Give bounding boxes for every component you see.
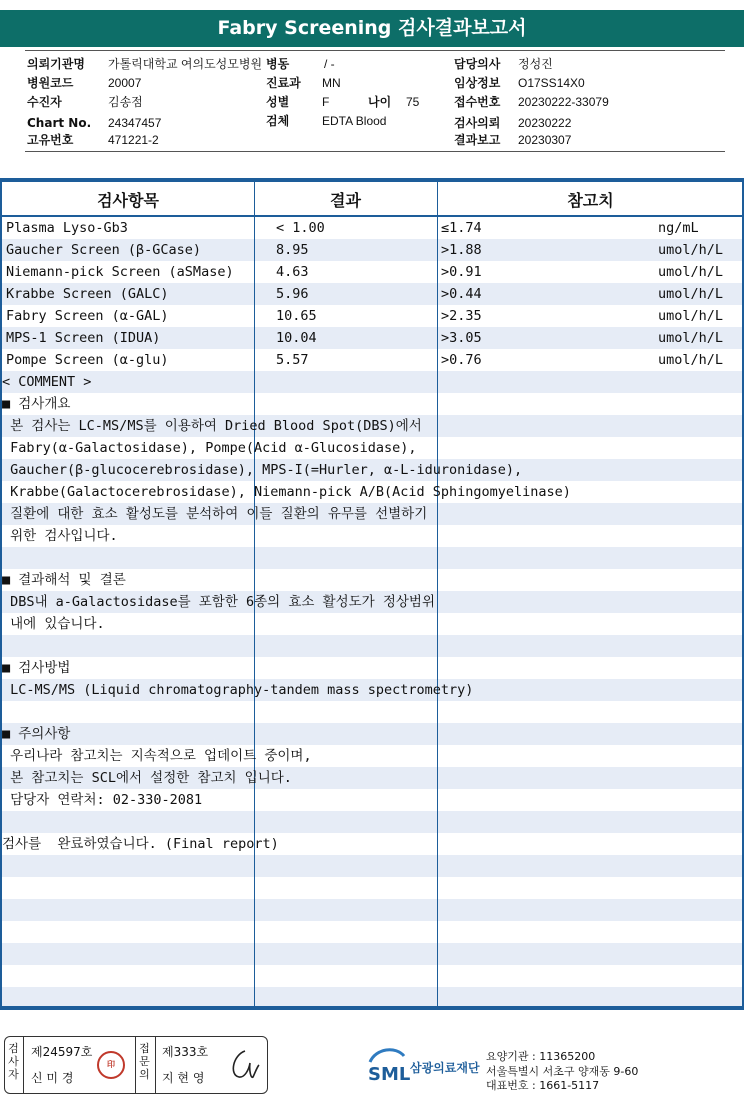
hospital-label: 의뢰기관명	[27, 57, 85, 71]
doctor-value: 정성진	[518, 57, 553, 71]
test-result: 5.57	[276, 352, 309, 368]
row-stripe	[2, 547, 744, 569]
report-label: 결과보고	[454, 133, 501, 147]
test-name: Gaucher Screen (β-GCase)	[6, 242, 202, 258]
row-stripe	[2, 635, 744, 657]
header-reference: 참고치	[567, 191, 614, 210]
reference-range: >0.44	[441, 286, 482, 302]
examiner-seal-icon: 印	[97, 1051, 125, 1079]
row-stripe	[2, 811, 744, 833]
report-footer	[0, 1018, 744, 1104]
table-row	[2, 305, 744, 327]
chart-label: Chart No.	[27, 116, 92, 130]
org-address: 서울특별시 서초구 양재동 9-60	[486, 1065, 639, 1078]
reviewer-name: 지 현 영	[162, 1071, 205, 1085]
comment-line: Gaucher(β-glucocerebrosidase), MPS-I(=Hurler, α-L-iduronidase),	[2, 462, 523, 478]
test-name: Fabry Screen (α-GAL)	[6, 308, 169, 324]
examiner-name: 신 미 경	[31, 1071, 74, 1085]
comment-line: < COMMENT >	[2, 374, 92, 390]
comment-line: Krabbe(Galactocerebrosidase), Niemann-pick A/B(Acid Sphingomyelinase)	[2, 484, 571, 500]
row-stripe	[2, 899, 744, 921]
comment-line: DBS내 a-Galactosidase를 포함한 6종의 효소 활성도가 정상범위	[2, 594, 436, 610]
reference-unit: umol/h/L	[658, 264, 724, 280]
comment-line: ■ 검사개요	[2, 396, 71, 412]
specimen-value: EDTA Blood	[322, 114, 387, 128]
test-name: Krabbe Screen (GALC)	[6, 286, 169, 302]
comment-line: 우리나라 참고치는 지속적으로 업데이트 중이며,	[2, 748, 312, 764]
reference-range: ≤1.74	[441, 220, 482, 236]
test-name: Pompe Screen (α-glu)	[6, 352, 169, 368]
hospital-value: 가톨릭대학교 여의도성모병원	[108, 57, 263, 71]
header-result: 결과	[330, 191, 361, 210]
comment-line: ■ 주의사항	[2, 726, 71, 742]
reference-unit: umol/h/L	[658, 286, 724, 302]
reviewer-license: 제333호	[162, 1045, 209, 1059]
table-row	[2, 217, 744, 239]
row-stripe	[2, 855, 744, 877]
receipt-label: 접수번호	[454, 95, 501, 109]
clinical-value: O17SS14X0	[518, 76, 585, 90]
signature-divider	[155, 1037, 156, 1093]
reference-range: >0.91	[441, 264, 482, 280]
sex-value: F	[322, 95, 330, 109]
row-stripe	[2, 371, 744, 393]
comment-line: ■ 검사방법	[2, 660, 71, 676]
report-value: 20230307	[518, 133, 572, 147]
table-row	[2, 327, 744, 349]
code-label: 병원코드	[27, 76, 74, 90]
org-name: 삼광의료재단	[410, 1061, 480, 1075]
ward-value: / -	[324, 57, 335, 71]
test-result: 10.65	[276, 308, 317, 324]
patient-label: 수진자	[27, 95, 62, 109]
reference-unit: umol/h/L	[658, 242, 724, 258]
org-phone: 대표번호 : 1661-5117	[486, 1079, 600, 1092]
request-value: 20230222	[518, 116, 572, 130]
comment-line: 담당자 연락처: 02-330-2081	[2, 792, 203, 808]
receipt-value: 20230222-33079	[518, 95, 609, 109]
table-row	[2, 349, 744, 371]
comment-line: 내에 있습니다.	[2, 616, 105, 632]
test-result: 5.96	[276, 286, 309, 302]
test-result: 8.95	[276, 242, 309, 258]
test-result: < 1.00	[276, 220, 325, 236]
table-row	[2, 261, 744, 283]
reference-range: >2.35	[441, 308, 482, 324]
signature-box	[4, 1036, 268, 1094]
results-table	[0, 178, 744, 1010]
test-result: 4.63	[276, 264, 309, 280]
comment-line: LC-MS/MS (Liquid chromatography-tandem mass spectrometry)	[2, 682, 474, 698]
reference-range: >1.88	[441, 242, 482, 258]
test-name: Plasma Lyso-Gb3	[6, 220, 128, 236]
test-name: MPS-1 Screen (IDUA)	[6, 330, 161, 346]
code-value: 20007	[108, 76, 142, 90]
comment-line: 본 참고치는 SCL에서 설정한 참고치 입니다.	[2, 770, 292, 786]
request-label: 검사의뢰	[454, 116, 501, 130]
comment-line: 검사를 완료하였습니다. (Final report)	[2, 836, 279, 852]
reference-unit: ng/mL	[658, 220, 699, 236]
info-block	[0, 0, 744, 160]
info-bottom-rule	[25, 151, 725, 152]
reference-unit: umol/h/L	[658, 352, 724, 368]
test-name: Niemann-pick Screen (aSMase)	[6, 264, 234, 280]
org-code: 요양기관 : 11365200	[486, 1050, 596, 1063]
info-top-rule	[25, 50, 725, 51]
report-title: Fabry Screening 검사결과보고서	[0, 10, 744, 47]
examiner-vertical-label: 검사자	[8, 1042, 19, 1081]
reference-range: >3.05	[441, 330, 482, 346]
reviewer-signature-icon	[225, 1045, 265, 1085]
ward-label: 병동	[266, 57, 290, 71]
reviewer-vertical-label: 접문의	[139, 1042, 150, 1081]
uid-value: 471221-2	[108, 133, 159, 147]
header-item: 검사항목	[97, 191, 159, 210]
reference-unit: umol/h/L	[658, 308, 724, 324]
table-row	[2, 239, 744, 261]
row-stripe	[2, 723, 744, 745]
dept-label: 진료과	[266, 76, 301, 90]
comment-line: 질환에 대한 효소 활성도를 분석하여 이들 질환의 유무를 선별하기	[2, 506, 428, 522]
table-row	[2, 283, 744, 305]
reference-range: >0.76	[441, 352, 482, 368]
age-value: 75	[406, 95, 420, 109]
signature-divider	[135, 1037, 136, 1093]
comment-line: 본 검사는 LC-MS/MS를 이용하여 Dried Blood Spot(DBS)에서	[2, 418, 422, 434]
test-result: 10.04	[276, 330, 317, 346]
comment-line: Fabry(α-Galactosidase), Pompe(Acid α-Glucosidase),	[2, 440, 417, 456]
doctor-label: 담당의사	[454, 57, 501, 71]
specimen-label: 검체	[266, 114, 290, 128]
clinical-label: 임상정보	[454, 76, 501, 90]
reference-unit: umol/h/L	[658, 330, 724, 346]
chart-value: 24347457	[108, 116, 162, 130]
patient-value: 김송점	[108, 95, 143, 109]
signature-divider	[23, 1037, 24, 1093]
uid-label: 고유번호	[27, 133, 74, 147]
row-stripe	[2, 943, 744, 965]
comment-line: ■ 결과해석 및 결론	[2, 572, 126, 588]
dept-value: MN	[322, 76, 341, 90]
sml-logo-text: SML	[368, 1064, 411, 1085]
comment-line: 위한 검사입니다.	[2, 528, 118, 544]
examiner-license: 제24597호	[31, 1045, 93, 1059]
age-label: 나이	[368, 95, 392, 109]
row-stripe	[2, 987, 744, 1009]
sex-label: 성별	[266, 95, 290, 109]
